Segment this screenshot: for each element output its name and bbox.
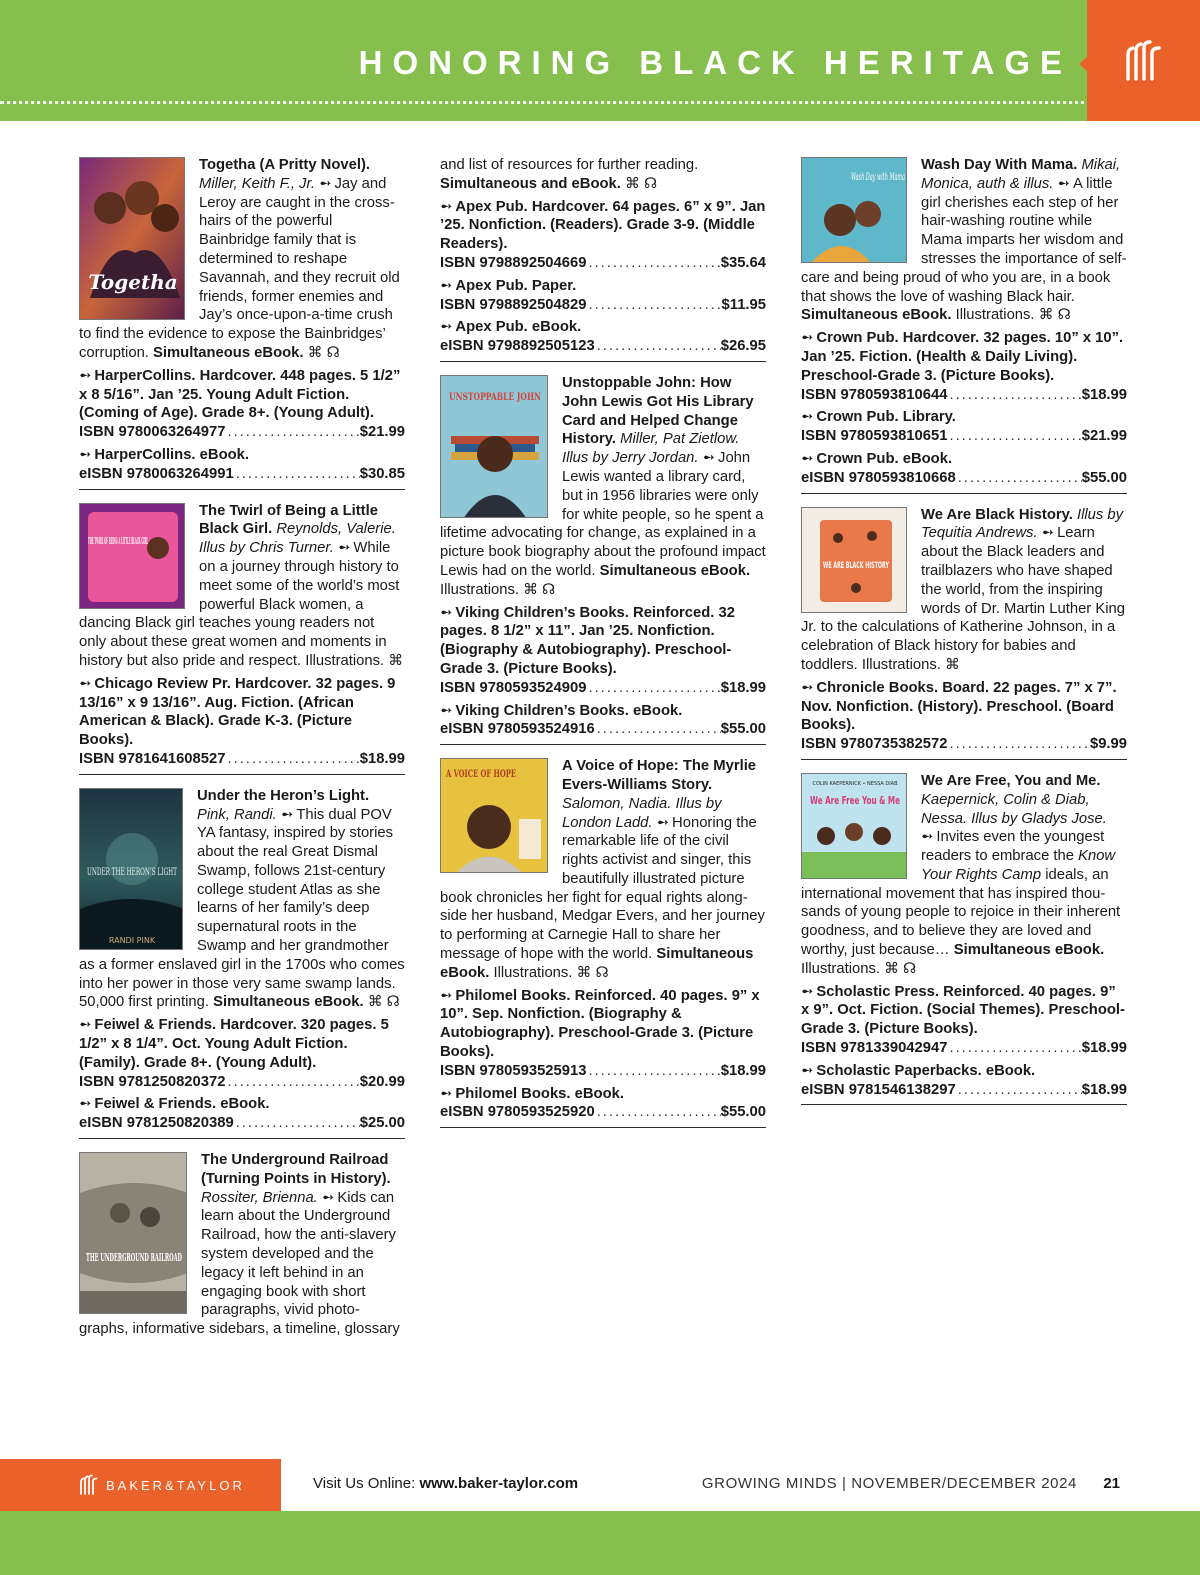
illustrations-note: Illustrations.: [440, 581, 519, 598]
format-line: ➻ Crown Pub. Library.: [801, 409, 956, 426]
book-description: John Lewis wanted a library card, but in 1956 libraries were only for white people, so he spent a lifetime advocating for change, as explained in a picture book biography about the profound impact Lewis had on the world.: [440, 450, 766, 579]
book-cover-free[interactable]: [801, 773, 907, 879]
book-title: Unstoppable John: How John Lewis Got His Library Card and Helped Change History.: [562, 374, 754, 448]
availability-note: Illustrations.: [305, 652, 385, 669]
header-dotted-rule: [0, 101, 1200, 104]
format-line: ➻ HarperCollins. Hardcover. 448 pages. 5 1/2” x 8 5/16”. Jan ’25. Young Adult Fiction. (Coming of Age). Grade 8+. (Young Adult).: [79, 367, 401, 422]
price: $26.95: [720, 338, 766, 355]
isbn-price-row: ISBN 9780593810644 ..... $18.99: [801, 386, 1127, 405]
book-cover-heron[interactable]: [79, 788, 183, 950]
ebook-icon: ⌘: [576, 964, 592, 981]
format-line: ➻ Philomel Books. eBook.: [440, 1085, 624, 1102]
price: $18.99: [720, 679, 766, 696]
page-footer: [0, 1459, 1200, 1511]
isbn-price-row: ISBN 9781250820372 ..... $20.99: [79, 1073, 405, 1092]
arrow-icon: ➻: [440, 1085, 453, 1102]
audio-icon: ☊: [386, 994, 400, 1011]
book-title: The Twirl of Being a Little Black Girl.: [199, 502, 378, 538]
cover-title-hope: A VOICE OF HOPE: [445, 769, 517, 781]
arrow-icon: ➻: [440, 319, 453, 336]
arrow-icon: ➻: [79, 446, 92, 463]
isbn-price-row: ISBN 9780593810651 ..... $21.99: [801, 427, 1127, 446]
book-byline: Reynolds, Valerie. Illus by Chris Turner.: [199, 521, 396, 557]
price: $35.64: [720, 254, 766, 271]
format-line: ➻ Apex Pub. Paper.: [440, 277, 577, 294]
isbn-price-row: eISBN 9780593525920 ..... $55.00: [440, 1103, 766, 1122]
arrow-icon: ➻: [79, 367, 92, 384]
book-title: The Underground Railroad (Turning Points in History).: [201, 1152, 391, 1187]
book-byline: Miller, Keith F., Jr.: [199, 175, 315, 192]
arrow-icon: ➻: [1041, 525, 1055, 542]
availability-note: Simultaneous and eBook.: [440, 175, 621, 192]
arrow-icon: ➻: [440, 702, 453, 719]
book-description: Jay and Leroy are caught in the cross-hairs of the powerful Bainbridge family that is determined to reshape Savannah, and they recruit old friends, former enemies and Jay’s once-upon-a-time crush to find the evidence to expose the Bainbridges’ corruption.: [79, 175, 400, 361]
section-title: HONORING BLACK HERITAGE: [358, 44, 1072, 81]
isbn-price-row: eISBN 9780593524916 ..... $55.00: [440, 720, 766, 739]
ebook-icon: ⌘: [625, 175, 640, 192]
format-line: ➻ Feiwel & Friends. Hardcover. 320 pages. 5 1/2” x 8 1/4”. Oct. Young Adult Fiction. (Family). Grade 8+. (Young Adult).: [79, 1017, 389, 1071]
book-cover-john[interactable]: [440, 375, 548, 518]
book-entry-washday: [801, 156, 1127, 494]
visit-label: Visit Us Online:: [313, 1475, 416, 1492]
baker-taylor-mark-icon: [1122, 39, 1166, 83]
audio-icon: ☊: [326, 344, 340, 361]
cover-authors-free: COLIN KAEPERNICK • NESSA DIAB: [812, 780, 898, 787]
arrow-icon: ➻: [280, 806, 294, 823]
isbn-price-row: ISBN 9798892504829 ..... $11.95: [440, 296, 766, 315]
ebook-icon: ⌘: [523, 581, 538, 598]
isbn-price-row: eISBN 9781546138297 ..... $18.99: [801, 1081, 1127, 1100]
arrow-icon: ➻: [337, 540, 351, 557]
book-description-emphasis: Know Your Rights Camp: [921, 848, 1116, 883]
book-entry-heron: [79, 787, 405, 1139]
price: $18.99: [1081, 386, 1127, 403]
book-cover-twirl[interactable]: [79, 503, 185, 609]
book-description: Kids can learn about the Underground Railroad, how the anti-slavery system developed and the legacy it left behind in an engaging book with short paragraphs, vivid photo-graphs, informative sidebars, a timeline, glossary: [79, 1189, 400, 1338]
cover-title-twirl: THE TWIRL OF BEING A LITTLE BLACK GIRL: [88, 536, 149, 547]
cover-title-john: UNSTOPPABLE JOHN: [449, 391, 541, 403]
isbn-price-row: ISBN 9780735382572 ..... $9.99: [801, 735, 1127, 754]
audio-icon: ☊: [1057, 307, 1071, 324]
isbn-price-row: ISBN 9781339042947 ..... $18.99: [801, 1039, 1127, 1058]
cover-title-togetha: Togetha: [88, 270, 178, 294]
isbn-price-row: ISBN 9798892504669 ..... $35.64: [440, 254, 766, 273]
issue-label: GROWING MINDS | NOVEMBER/DECEMBER 2024: [701, 1475, 1077, 1492]
ebook-icon: ⌘: [944, 656, 960, 673]
book-cover-hope[interactable]: [440, 758, 548, 873]
format-line: ➻ Viking Children’s Books. eBook.: [440, 702, 683, 719]
arrow-icon: ➻: [321, 1189, 335, 1206]
book-byline: Illus by Tequitia Andrews.: [921, 506, 1124, 542]
format-line: ➻ Philomel Books. Reinforced. 40 pages. 9” x 10”. Sep. Nonfiction. (Biography & Autobiography). Preschool-Grade 3. (Picture Books).: [440, 987, 760, 1061]
audio-icon: ☊: [903, 960, 917, 977]
arrow-icon: ➻: [79, 675, 92, 692]
audio-icon: ☊: [595, 964, 609, 981]
website-link[interactable]: www.baker-taylor.com: [419, 1475, 579, 1492]
illustrations-note: Illustrations.: [493, 964, 573, 981]
format-line: ➻ Viking Children’s Books. Reinforced. 32 pages. 8 1/2” x 11”. Jan ’25. Nonfiction. (Biography & Autobiography). Preschool-Grade 3. (Picture Books).: [440, 604, 735, 677]
book-description: A little girl cherishes each step of her hair-washing routine while Mama imparts her wisdom and stresses the importance of self-care and being proud of who you are, in a book that shows the love of washing Black hair.: [801, 175, 1127, 305]
isbn-price-row: eISBN 9780063264991 ..... $30.85: [79, 465, 405, 484]
format-line: ➻ Scholastic Press. Reinforced. 40 pages. 9” x 9”. Oct. Fiction. (Social Themes). Preschool-Grade 3. (Picture Books).: [801, 983, 1125, 1038]
page-number: 21: [1103, 1475, 1120, 1492]
bottom-color-bar: [0, 1511, 1200, 1575]
format-line: ➻ Apex Pub. Hardcover. 64 pages. 6” x 9”. Jan ’25. Nonfiction. (Readers). Grade 3-9. (Middle Readers).: [440, 198, 766, 253]
book-byline: Kaepernick, Colin & Diab, Nessa. Illus by Gladys Jose.: [921, 791, 1107, 827]
book-description: This dual POV YA fantasy, inspired by stories about the real Great Dismal Swamp, follows 21st-century college student Atlas as she learns of her family’s deep supernatural roots in the Swamp and her grandmother as a former enslaved girl in the 1700s who comes into her power in those very same swamp lands. 50,000 first printing.: [79, 806, 405, 1011]
book-byline: Pink, Randi.: [197, 806, 277, 823]
book-title: A Voice of Hope: The Myrlie Evers-Williams Story.: [562, 758, 757, 793]
ebook-icon: ⌘: [367, 994, 383, 1011]
ebook-icon: ⌘: [1038, 307, 1054, 324]
book-byline: Rossiter, Brienna.: [201, 1189, 318, 1206]
isbn-price-row: ISBN 9781641608527 ..... $18.99: [79, 750, 405, 769]
illustrations-note: Illustrations.: [861, 656, 941, 673]
baker-taylor-mark-icon: [78, 1474, 100, 1496]
arrow-icon: ➻: [801, 679, 814, 696]
book-entry-twirl: [79, 502, 405, 775]
price: $18.99: [1081, 1040, 1127, 1057]
availability-note: Simultaneous eBook.: [213, 994, 364, 1011]
arrow-icon: ➻: [801, 450, 814, 467]
book-title: Under the Heron’s Light.: [197, 787, 370, 804]
cover-title-free: We Are Free You & Me: [810, 793, 900, 807]
arrow-icon: ➻: [440, 604, 453, 621]
column-2: [440, 156, 766, 1140]
cover-title-heron: UNDER THE HERON’S LIGHT: [87, 866, 178, 878]
book-entry-railroad: [79, 1151, 405, 1344]
column-1: [79, 156, 405, 1356]
cover-title-railroad: THE UNDERGROUND RAILROAD: [86, 1251, 183, 1265]
arrow-icon: ➻: [801, 983, 814, 1000]
price: $55.00: [720, 1104, 766, 1121]
book-title: We Are Black History.: [921, 506, 1073, 523]
arrow-icon: ➻: [801, 330, 814, 347]
availability-note: Simultaneous eBook.: [801, 307, 952, 324]
arrow-icon: ➻: [921, 829, 934, 846]
book-description: While on a journey through history to meet some of the world’s most powerful Black women, a dancing Black girl teaches young readers not only about these great women and moments in history but also pride and respect.: [79, 540, 400, 669]
availability-note: Simultaneous eBook.: [440, 946, 754, 981]
book-description-cont: and list of resources for further reading.: [440, 157, 699, 173]
book-title: Togetha (A Pritty Novel).: [199, 157, 370, 173]
arrow-icon: ➻: [801, 409, 814, 426]
price: $21.99: [1081, 428, 1127, 445]
format-line: ➻ Crown Pub. Hardcover. 32 pages. 10” x 10”. Jan ’25. Fiction. (Health & Daily Living). Preschool-Grade 3. (Picture Books).: [801, 330, 1124, 384]
price: $30.85: [359, 465, 405, 482]
arrow-icon: ➻: [79, 1096, 92, 1113]
format-line: ➻ Crown Pub. eBook.: [801, 450, 953, 467]
arrow-icon: ➻: [1057, 175, 1070, 192]
price: $18.99: [359, 750, 405, 767]
isbn-price-row: eISBN 9798892505123 ..... $26.95: [440, 337, 766, 356]
price: $21.99: [359, 424, 405, 441]
arrow-icon: ➻: [656, 814, 670, 831]
book-entry-railroad-cont: [440, 156, 766, 362]
arrow-icon: ➻: [440, 277, 453, 294]
book-description-cont: ideals, an international movement that has inspired thou-sands of young people to rejoice in their inherent goodness, and to believe they are loved and worthy, just because…: [801, 866, 1121, 959]
arrow-icon: ➻: [79, 1017, 92, 1034]
book-cover-togetha[interactable]: [79, 157, 185, 320]
isbn-price-row: eISBN 9780593810668 ..... $55.00: [801, 469, 1127, 488]
availability-note: Simultaneous eBook.: [599, 562, 751, 579]
price: $9.99: [1089, 736, 1127, 753]
book-title: We Are Free, You and Me.: [921, 772, 1101, 789]
format-line: ➻ HarperCollins. eBook.: [79, 446, 249, 463]
price: $20.99: [359, 1073, 405, 1090]
cover-title-washday: Wash Day with Mama: [851, 172, 906, 183]
arrow-icon: ➻: [440, 198, 453, 215]
availability-note: Simultaneous eBook.: [953, 942, 1105, 959]
arrow-icon: ➻: [801, 1062, 814, 1079]
arrow-icon: ➻: [440, 987, 453, 1004]
cover-author-heron: RANDI PINK: [108, 935, 156, 945]
brand-name: BAKER&TAYLOR: [106, 1477, 245, 1493]
audio-icon: ☊: [643, 175, 658, 192]
format-line: ➻ Scholastic Paperbacks. eBook.: [801, 1062, 1036, 1079]
book-byline: Mikai, Monica, auth & illus.: [921, 157, 1121, 192]
header-logo-block: [1087, 0, 1200, 121]
price: $18.99: [1081, 1081, 1127, 1098]
format-line: ➻ Chicago Review Pr. Hardcover. 32 pages. 9 13/16” x 9 13/16”. Aug. Fiction. (African American & Black). Grade K-3. (Picture Books).: [79, 675, 396, 749]
book-entry-john: [440, 374, 766, 745]
book-title: Wash Day With Mama.: [921, 157, 1078, 173]
book-description: Learn about the Black leaders and trailblazers who have shaped the world, from the inspiring words of Dr. Martin Luther King Jr. to the calculations of Katherine Johnson, in a celebration of Black history for babies and toddlers.: [801, 525, 1125, 673]
price: $55.00: [1081, 469, 1127, 486]
cover-title-history: WE ARE BLACK HISTORY: [823, 560, 890, 571]
format-line: ➻ Apex Pub. eBook.: [440, 319, 582, 336]
book-byline: Salomon, Nadia. Illus by London Ladd.: [562, 795, 722, 831]
book-cover-history[interactable]: [801, 507, 907, 613]
price: $18.99: [720, 1062, 766, 1079]
price: $55.00: [720, 721, 766, 738]
book-entry-free: [801, 772, 1127, 1106]
book-entry-hope: [440, 757, 766, 1128]
isbn-price-row: ISBN 9780063264977 ..... $21.99: [79, 423, 405, 442]
book-description: Honoring the remarkable life of the civil rights activist and singer, this beautifully illustrated picture book chronicles her fight for equal rights along-side her husband, Medgar Evers, and her journey to performing at Carnegie Hall to share her message of hope with the world.: [440, 814, 765, 963]
book-entry-history: [801, 506, 1127, 760]
format-line: ➻ Feiwel & Friends. eBook.: [79, 1096, 270, 1113]
illustrations-note: Illustrations.: [801, 960, 880, 977]
illustrations-note: Illustrations.: [955, 307, 1035, 324]
arrow-icon: ➻: [702, 450, 716, 467]
ebook-icon: ⌘: [388, 652, 404, 669]
book-entry-togetha: [79, 156, 405, 490]
audio-icon: ☊: [542, 581, 556, 598]
ebook-icon: ⌘: [307, 344, 323, 361]
price: $25.00: [359, 1115, 405, 1132]
book-cover-washday[interactable]: [801, 157, 907, 263]
book-byline: Miller, Pat Zietlow. Illus by Jerry Jordan.: [562, 431, 740, 467]
isbn-price-row: ISBN 9780593524909 ..... $18.99: [440, 679, 766, 698]
isbn-price-row: ISBN 9780593525913 ..... $18.99: [440, 1062, 766, 1081]
price: $11.95: [721, 296, 766, 313]
isbn-price-row: eISBN 9781250820389 ..... $25.00: [79, 1114, 405, 1133]
availability-note: Simultaneous eBook.: [153, 344, 304, 361]
format-line: ➻ Chronicle Books. Board. 22 pages. 7” x 7”. Nov. Nonfiction. (History). Preschool. (Board Books).: [801, 679, 1117, 734]
column-3: [801, 156, 1127, 1117]
page-header: [0, 0, 1200, 121]
arrow-icon: ➻: [319, 175, 332, 192]
ebook-icon: ⌘: [884, 960, 899, 977]
book-cover-railroad[interactable]: [79, 1152, 187, 1314]
footer-visit: [313, 1475, 578, 1492]
book-description: Invites even the youngest readers to embrace the: [921, 829, 1105, 865]
footer-brand: [0, 1459, 281, 1511]
